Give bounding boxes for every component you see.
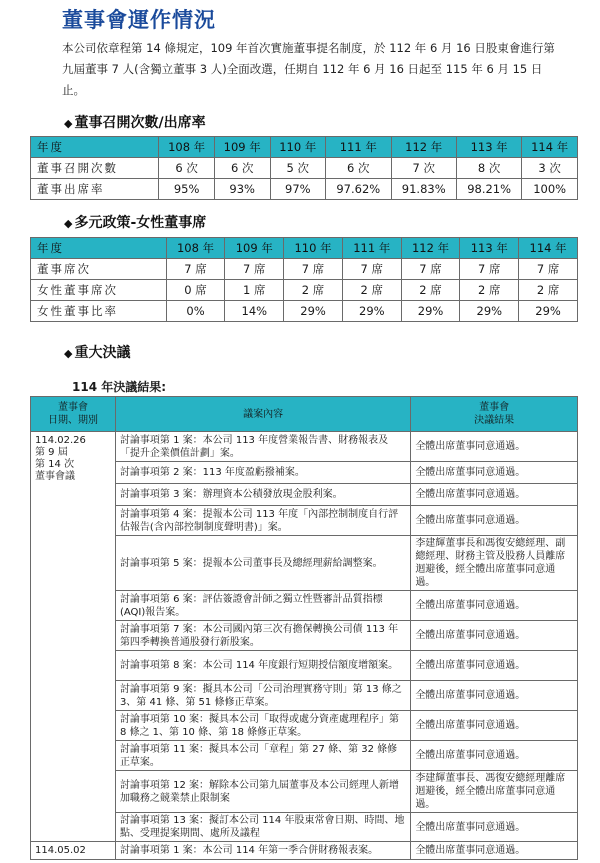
- table-cell: 29%: [460, 301, 519, 322]
- result-cell: 全體出席董事同意通過。: [411, 813, 578, 842]
- result-cell: 全體出席董事同意通過。: [411, 842, 578, 860]
- table-row: [31, 842, 578, 860]
- meeting-date-cell: 114.02.26 第 9 屆 第 14 次 董事會議: [31, 432, 116, 842]
- table-cell: 0%: [166, 301, 225, 322]
- table-row: [31, 301, 578, 322]
- column-header: 113 年: [456, 137, 521, 158]
- table-cell: 6 次: [159, 158, 215, 179]
- motion-cell: 討論事項第 4 案：提報本公司 113 年度「內部控制制度自行評估報告(含內部控制制度聲明書)」案。: [115, 506, 410, 536]
- meeting-table: [30, 136, 578, 200]
- table-cell: 7 席: [284, 259, 343, 280]
- motion-cell: 討論事項第 7 案：本公司國內第三次有擔保轉換公司債 113 年第四季轉換普通股發行新股案。: [115, 621, 410, 651]
- row-label: 女性董事比率: [31, 301, 167, 322]
- table-cell: 97.62%: [326, 179, 391, 200]
- table-cell: 2 席: [342, 280, 401, 301]
- table-cell: 100%: [522, 179, 578, 200]
- row-label: 女性董事席次: [31, 280, 167, 301]
- motion-cell: 討論事項第 12 案：解除本公司第九屆董事及本公司經理人新增加職務之競業禁止限制案: [115, 771, 410, 813]
- section-heading-resolutions: [64, 342, 130, 362]
- column-header: 108 年: [159, 137, 215, 158]
- table-cell: 29%: [519, 301, 578, 322]
- section-label: 董事召開次數/出席率: [74, 115, 206, 131]
- column-header: 董事會 日期、期別: [31, 397, 116, 432]
- table-cell: 7 席: [225, 259, 284, 280]
- result-cell: 全體出席董事同意通過。: [411, 591, 578, 621]
- intro-paragraph: 本公司依章程第 14 條規定，109 年首次實施董事提名制度，於 112 年 6 月 16 日股東會進行第九屆董事 7 人(含獨立董事 3 人)全面改選，任期自 112 年 6 月 16 日起至 115 年 6 月 15 日止。: [62, 41, 555, 97]
- table-cell: 91.83%: [391, 179, 456, 200]
- table-cell: 7 席: [401, 259, 460, 280]
- table-cell: 0 席: [166, 280, 225, 301]
- column-header: 年度: [31, 238, 167, 259]
- result-cell: 李建輝董事長和馮復安總經理、副總經理、財務主管及股務人員離席迴避後，經全體出席董事同意通過。: [411, 536, 578, 591]
- column-header: 董事會 決議結果: [411, 397, 578, 432]
- table-cell: 7 次: [391, 158, 456, 179]
- table-cell: 29%: [284, 301, 343, 322]
- column-header: 112 年: [391, 137, 456, 158]
- result-cell: 全體出席董事同意通過。: [411, 741, 578, 771]
- column-header: 年度: [31, 137, 159, 158]
- column-header: 110 年: [284, 238, 343, 259]
- motion-cell: 討論事項第 9 案：擬具本公司「公司治理實務守則」第 13 條之 3、第 41 條、第 51 條修正草案。: [115, 681, 410, 711]
- section-label: 多元政策-女性董事席: [74, 215, 207, 231]
- column-header: 114 年: [522, 137, 578, 158]
- result-cell: 全體出席董事同意通過。: [411, 462, 578, 484]
- table-cell: 93%: [214, 179, 270, 200]
- motion-cell: 討論事項第 1 案：本公司 114 年第一季合併財務報表案。: [115, 842, 410, 860]
- motion-cell: 討論事項第 13 案：擬訂本公司 114 年股東常會日期、時間、地點、受理提案期間、處所及議程: [115, 813, 410, 842]
- column-header: 111 年: [326, 137, 391, 158]
- column-header: 110 年: [270, 137, 326, 158]
- motion-cell: 討論事項第 1 案：本公司 113 年度營業報告書、財務報表及「提升企業價值計劃」案。: [115, 432, 410, 462]
- table-cell: 7 席: [342, 259, 401, 280]
- motion-cell: 討論事項第 2 案：113 年度盈虧撥補案。: [115, 462, 410, 484]
- column-header: 109 年: [225, 238, 284, 259]
- table-row: [31, 280, 578, 301]
- table-row: [31, 259, 578, 280]
- table-cell: 2 席: [460, 280, 519, 301]
- motion-cell: 討論事項第 11 案：擬具本公司「章程」第 27 條、第 32 條修正草案。: [115, 741, 410, 771]
- table-cell: 5 次: [270, 158, 326, 179]
- table-cell: 14%: [225, 301, 284, 322]
- column-header: 113 年: [460, 238, 519, 259]
- table-cell: 8 次: [456, 158, 521, 179]
- table-cell: 1 席: [225, 280, 284, 301]
- section-heading-diversity: [64, 212, 206, 232]
- table-row: [31, 158, 578, 179]
- section-heading-meetings: [64, 112, 206, 132]
- result-cell: 李建輝董事長、馮復安總經理離席迴避後，經全體出席董事同意通過。: [411, 771, 578, 813]
- column-header: 111 年: [342, 238, 401, 259]
- table-cell: 98.21%: [456, 179, 521, 200]
- row-label: 董事席次: [31, 259, 167, 280]
- result-cell: 全體出席董事同意通過。: [411, 432, 578, 462]
- result-cell: 全體出席董事同意通過。: [411, 651, 578, 681]
- motion-cell: 討論事項第 5 案：提報本公司董事長及總經理薪給調整案。: [115, 536, 410, 591]
- table-cell: 3 次: [522, 158, 578, 179]
- table-cell: 6 次: [326, 158, 391, 179]
- table-cell: 7 席: [519, 259, 578, 280]
- motion-cell: 討論事項第 3 案：辦理資本公積發放現金股利案。: [115, 484, 410, 506]
- table-cell: 2 席: [519, 280, 578, 301]
- result-cell: 全體出席董事同意通過。: [411, 484, 578, 506]
- table-cell: 2 席: [401, 280, 460, 301]
- resolution-subtitle: 114 年決議結果:: [72, 380, 167, 394]
- result-cell: 全體出席董事同意通過。: [411, 711, 578, 741]
- table-cell: 2 席: [284, 280, 343, 301]
- table-cell: 95%: [159, 179, 215, 200]
- table-cell: 7 席: [460, 259, 519, 280]
- female-director-table: [30, 237, 578, 322]
- bullet-icon: ◆: [64, 217, 73, 230]
- table-cell: 29%: [401, 301, 460, 322]
- bullet-icon: ◆: [64, 347, 73, 360]
- table-cell: 7 席: [166, 259, 225, 280]
- motion-cell: 討論事項第 10 案：擬具本公司「取得或處分資產處理程序」第 8 條之 1、第 10 條、第 18 條修正草案。: [115, 711, 410, 741]
- section-label: 重大決議: [74, 345, 131, 361]
- page-title: 董事會運作情況: [62, 8, 216, 32]
- table-row: [31, 179, 578, 200]
- table-cell: 6 次: [214, 158, 270, 179]
- column-header: 議案內容: [115, 397, 410, 432]
- column-header: 114 年: [519, 238, 578, 259]
- result-cell: 全體出席董事同意通過。: [411, 621, 578, 651]
- column-header: 112 年: [401, 238, 460, 259]
- column-header: 108 年: [166, 238, 225, 259]
- result-cell: 全體出席董事同意通過。: [411, 681, 578, 711]
- motion-cell: 討論事項第 6 案：評估簽證會計師之獨立性暨審計品質指標(AQI)報告案。: [115, 591, 410, 621]
- result-cell: 全體出席董事同意通過。: [411, 506, 578, 536]
- row-label: 董事召開次數: [31, 158, 159, 179]
- table-row: [31, 432, 578, 462]
- resolution-table: [30, 396, 578, 860]
- table-cell: 29%: [342, 301, 401, 322]
- column-header: 109 年: [214, 137, 270, 158]
- table-cell: 97%: [270, 179, 326, 200]
- row-label: 董事出席率: [31, 179, 159, 200]
- motion-cell: 討論事項第 8 案：本公司 114 年度銀行短期授信額度增額案。: [115, 651, 410, 681]
- bullet-icon: ◆: [64, 117, 73, 130]
- meeting-date-cell: 114.05.02: [31, 842, 116, 860]
